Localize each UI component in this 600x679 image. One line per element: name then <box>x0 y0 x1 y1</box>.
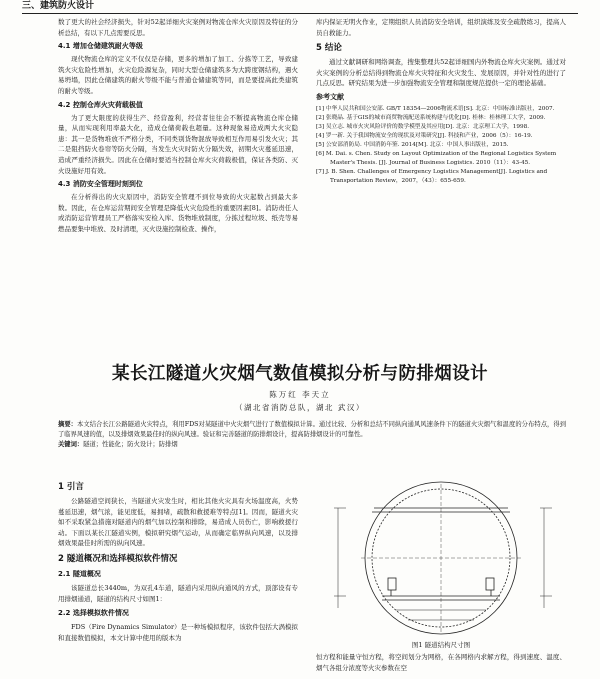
section-4-2-heading: 4.2 控制仓库火灾荷载极值 <box>58 100 143 109</box>
section-2-1-heading: 2.1 隧道概况 <box>58 569 101 578</box>
tunnel-drawing <box>334 482 552 634</box>
section-2-2-paragraph: FDS（Fire Dynamics Simulator）是一种场模拟程序，该软件包括大涡模拟和直接数值模拟，本文计算中使用的版本为 <box>58 623 298 642</box>
right-column-top <box>316 17 566 186</box>
section-2-1-paragraph: 该隧道总长3440m，为双孔4车道，隧道内采用纵向通风的方式，顶部设有专用排烟通道，隧道的结构尺寸如图1： <box>58 583 298 603</box>
reference-item: [5] 公安部消防局. 中国消防年鉴. 2014[M]. 北京：中国人事出版社，2015. <box>316 142 509 149</box>
section-2-heading: 2 隧道概况和选择模拟软件情况 <box>58 553 178 564</box>
reference-item: [3] 吴立志. 城市火灾风险评价的数学模型及其应用[D]. 北京：北京理工大学，1998. <box>316 124 529 131</box>
intro-paragraph: 数了更大的社会经济损失，针对52起详细火灾案例对物流仓库火灾原因及特征的分析总结，有以下几点需要反思。 <box>58 18 298 37</box>
section-4-1-paragraph: 现代物流仓库的定义不仅仅是存储，更多的增加了加工、分拣等工艺，导致建筑火灾危险性增加，火灾危险源复杂，同时大型仓储建筑多为大跨度钢结构，遇火易坍塌，因此仓储建筑的耐火等级不能与普通仓储建筑等同，而是要提高此类建筑的耐火等级。 <box>58 55 298 95</box>
section-4-2-paragraph: 为了更大限度的获得生产、经营盈利，经营者往往会不断提高物流仓库仓储量，从而实现利用率最大化，造成仓储荷载也超量。这种现象易造成两大火灾隐患：其一是货物堆放不严格分类，不同类别货物混放导致相互作用易引发火灾；其二是阻挡防火卷帘等防火分隔，当发生火灾时防火分隔失效，初期火灾蔓延迅速，造成严重经济损失。因此在仓储时要适当控制仓库火灾荷载极值，保证各类防、灭火设施好用有效。 <box>58 113 298 175</box>
left-column-top <box>58 17 298 235</box>
reference-item: [1] 中华人民共和国公安部. GB/T 18354—2006物流术语[S]. 北京：中国标准出版社，2007. <box>316 105 555 112</box>
abstract-text: 本文结合长江公路隧道火灾特点，利用FDS对某隧道中火灾烟气进行了数值模拟计算。通过比较、分析和总结不同纵向通风风速条件下的隧道火灾烟气和温度的分布特点，得到了临界风速的值，以及排烟效果最佳时的纵向风速。验证和完善隧道的防排烟设计，提高防排烟设计的可靠性。 <box>58 421 567 438</box>
abstract-label: 摘要： <box>58 421 78 428</box>
section-4-1-heading: 4.1 增加仓储建筑耐火等级 <box>58 42 143 51</box>
tunnel-cross-section-figure <box>316 478 566 638</box>
section-4-3-paragraph: 在分析得出的火灾原因中，消防安全管理不到位导致的火灾起数占到最大多数。因此，在仓库运营期间安全管理是降低火灾危险性的重要因素[8]。消防责任人或消防运营管理员工严格落实安检入库、货物堆放制度，分拣过程垃圾、纸壳等易燃品要集中堆放、及时清理，灭火设施控制检查、操作， <box>58 193 298 233</box>
right-bottom-paragraph: 恒方程和能量守恒方程，将空间划分为网格，在各网格内求解方程，得到速度、温度、烟气各组分浓度等火灾参数在空 <box>316 653 566 672</box>
reference-item: [2] 张晓晶. 基于GIS的城市商贸物流配送系统构建与优化[D]. 桂林：桂林理工大学，2009. <box>316 115 546 122</box>
keywords-label: 关键词： <box>58 440 84 448</box>
conclusion-paragraph: 通过文献调研和网络调查，搜集整理共52起详细国内外物流仓库火灾案例。通过对火灾案例的分析总结得到物流仓库火灾特征和火灾发生、发展原因，并针对性的进行了几点反思。研究结果为进一步加强物流安全管理和制度规范提供一定的理论基础。 <box>316 58 566 88</box>
figure-caption: 图1 隧道结构尺寸图 <box>411 641 471 649</box>
section-4-3-heading: 4.3 消防安全管理时刻到位 <box>58 180 143 189</box>
section-label: 三、建筑防火设计 <box>22 1 95 11</box>
references-list <box>316 105 566 185</box>
right-column-bottom <box>316 652 566 673</box>
sidewalk-left <box>388 578 396 590</box>
article-title: 某长江隧道火灾烟气数值模拟分析与防排烟设计 <box>112 364 488 384</box>
section-5-heading: 5 结论 <box>316 43 342 54</box>
section-1-heading: 1 引言 <box>58 482 84 492</box>
reference-item: [6] M. Dai. s. Chen. Study on Layout Optimization of the Regional Logistics System Master's Thesis. [J]. Journal of Business Logistics. 2010（11）：43-45. <box>316 151 557 167</box>
article-affiliation: （湖北省消防总队，湖北 武汉） <box>235 403 365 412</box>
left-column-bottom <box>58 477 298 643</box>
sidewalk-right <box>486 578 494 590</box>
section-2-2-heading: 2.2 选择模拟软件情况 <box>58 609 129 618</box>
abstract-block <box>58 420 566 449</box>
article-authors: 陈万红 李天立 <box>269 390 331 399</box>
continued-paragraph: 库内保证无明火作业，定期组织人员消防安全培训，组织演练及安全疏散练习，提高人员自救能力。 <box>316 18 566 37</box>
references-heading: 参考文献 <box>316 92 344 101</box>
section-1-paragraph: 公路隧道空间狭长，当隧道火灾发生时，相比其他火灾具有火场温度高，火势蔓延迅速，烟气浓，能见度低，易拥堵，疏散和救援难等特点[1]。因而，隧道火灾如不采取紧急措施对隧道内的烟气加以控制和排除，易造成人员伤亡，影响救援行动。下面以某长江隧道实例，模拟研究烟气运动，从而确定临界纵向风速，以及排烟效果最佳时所需的纵向风速。 <box>58 497 298 548</box>
reference-item: [4] 罗一新. 关于我国物流安全的现状及对策研究[J]. 科技和产业，2006（5）：16-19. <box>316 133 533 140</box>
keywords-text: 隧道；性能化；防火设计；防排烟 <box>83 440 178 448</box>
reference-item: [7] J. B. Shen. Challenges of Emergency Logistics Management[J]. Logistics and Transportation Review，2007，（43）：655-659. <box>316 169 548 184</box>
page-header <box>22 0 578 14</box>
